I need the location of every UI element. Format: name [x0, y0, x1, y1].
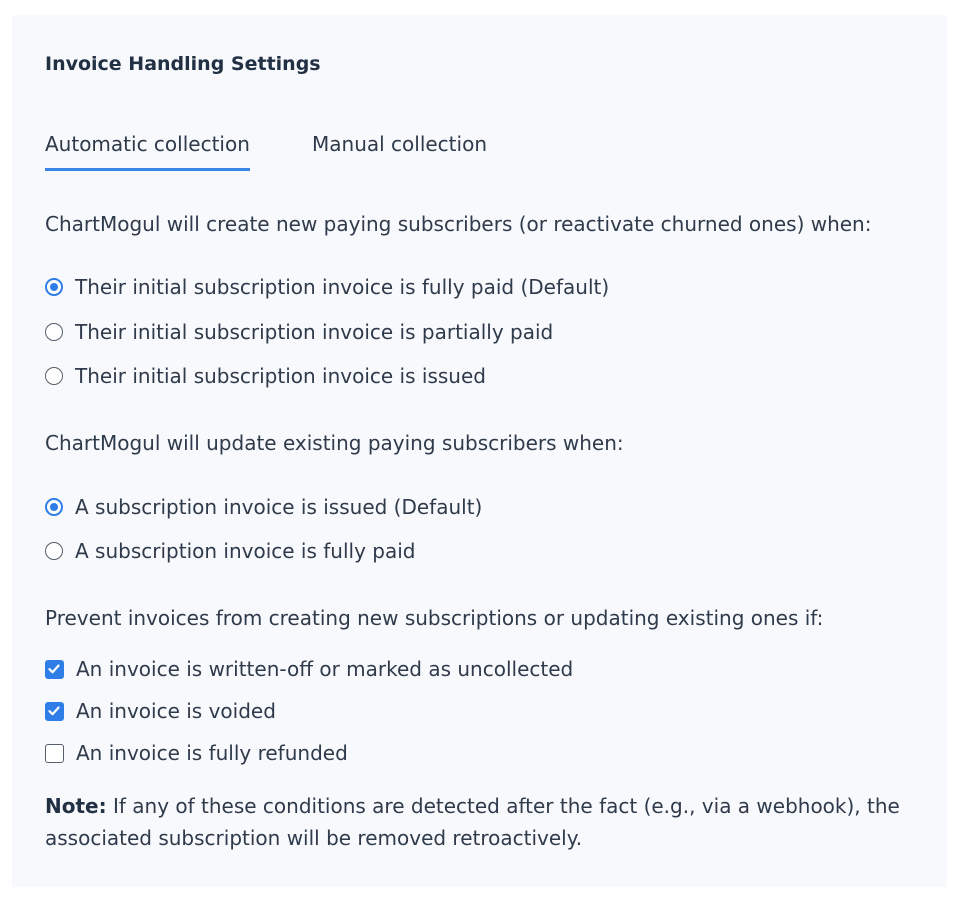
option-label: Their initial subscription invoice is partially paid — [75, 320, 554, 344]
creation-option-fully-paid[interactable] — [45, 272, 609, 302]
checkbox-checked[interactable] — [45, 702, 64, 721]
prevent-prompt: Prevent invoices from creating new subscriptions or updating existing ones if: — [45, 606, 824, 630]
option-label: Their initial subscription invoice is fully paid (Default) — [75, 275, 610, 299]
checkmark-icon — [47, 704, 61, 718]
update-option-fully-paid[interactable] — [45, 536, 415, 566]
checkmark-icon — [47, 662, 61, 676]
radio-button[interactable] — [45, 323, 63, 341]
creation-option-issued[interactable] — [45, 361, 486, 391]
option-label: An invoice is written-off or marked as uncollected — [76, 657, 574, 681]
note-text — [45, 790, 925, 854]
panel-title: Invoice Handling Settings — [45, 53, 321, 75]
tab-automatic-collection[interactable]: Automatic collection — [45, 132, 250, 171]
note-body: If any of these conditions are detected after the fact (e.g., via a webhook), the associated subscription will be removed retroactively. — [45, 794, 900, 850]
radio-button-selected[interactable] — [45, 498, 63, 516]
tab-manual-collection[interactable]: Manual collection — [312, 132, 487, 156]
radio-button[interactable] — [45, 542, 63, 560]
option-label: A subscription invoice is issued (Default) — [75, 495, 483, 519]
creation-option-partially-paid[interactable] — [45, 317, 553, 347]
checkbox[interactable] — [45, 744, 64, 763]
option-label: An invoice is voided — [76, 699, 276, 723]
checkbox-checked[interactable] — [45, 660, 64, 679]
radio-button[interactable] — [45, 367, 63, 385]
update-prompt: ChartMogul will update existing paying subscribers when: — [45, 431, 624, 455]
option-label: A subscription invoice is fully paid — [75, 539, 416, 563]
invoice-handling-settings-panel — [12, 15, 947, 887]
prevent-option-voided[interactable] — [45, 696, 276, 726]
prevent-option-fully-refunded[interactable] — [45, 738, 348, 768]
creation-prompt: ChartMogul will create new paying subscribers (or reactivate churned ones) when: — [45, 212, 872, 236]
option-label: Their initial subscription invoice is issued — [75, 364, 486, 388]
note-label: Note: — [45, 794, 107, 818]
option-label: An invoice is fully refunded — [76, 741, 348, 765]
update-option-issued[interactable] — [45, 492, 482, 522]
prevent-option-written-off[interactable] — [45, 654, 573, 684]
radio-button-selected[interactable] — [45, 278, 63, 296]
